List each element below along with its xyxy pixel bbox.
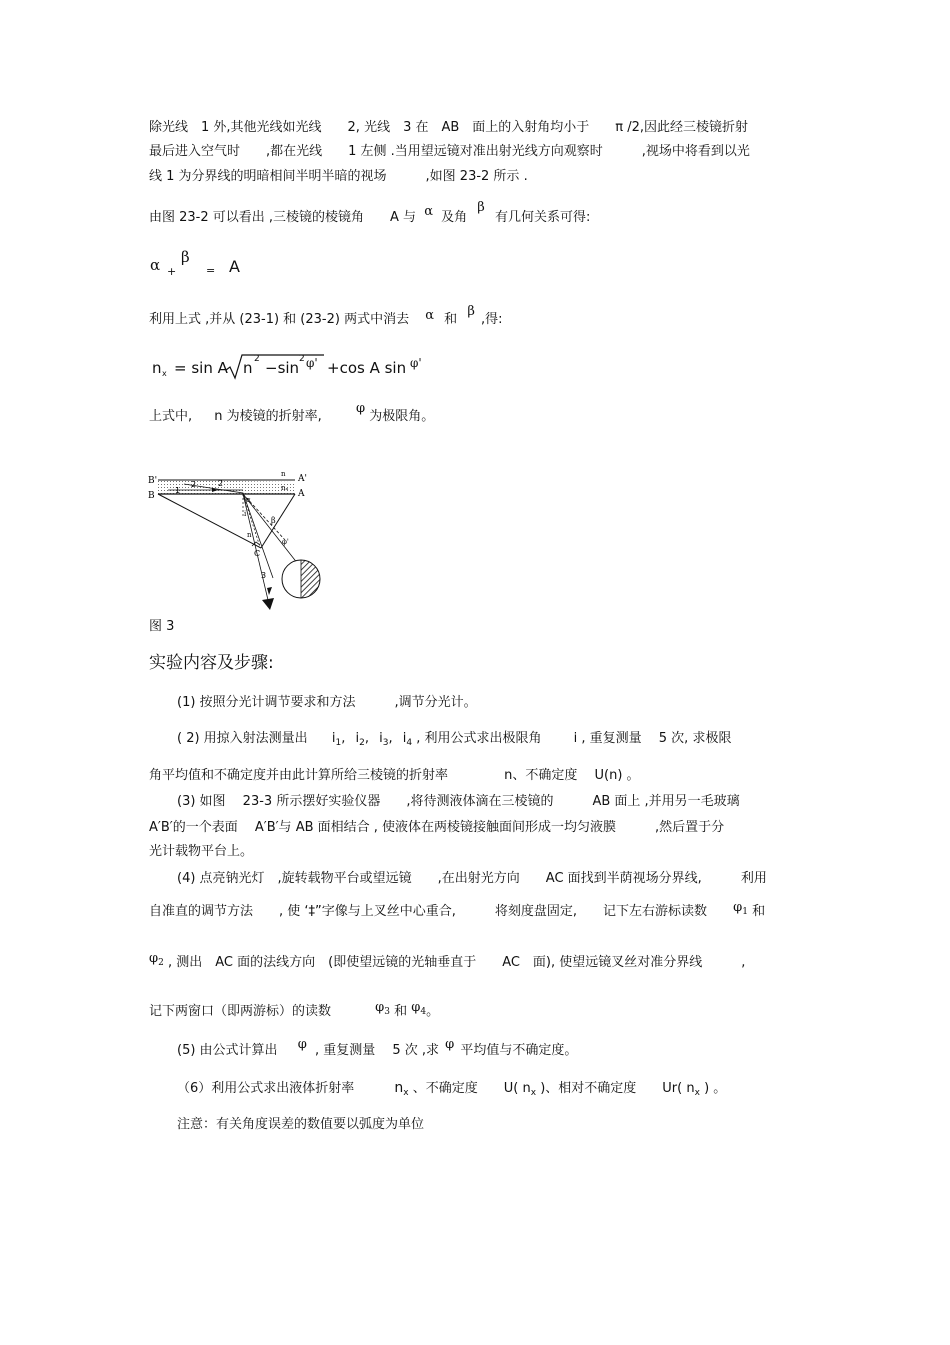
step-2-mid: , 利用公式求出极限角 [416, 731, 542, 746]
eq1-alpha: α [150, 256, 161, 274]
phi-2: $\varphi_2$ [149, 951, 164, 968]
label-ray-3: 3 [261, 571, 267, 580]
eq1-beta: β [181, 248, 190, 266]
para-2-tail: 有几何关系可得: [494, 210, 591, 225]
eyepiece [262, 598, 274, 610]
step-2-line-1: ( 2) 用掠入射法测量出 $i_1$, $i_2$, $i_3$, $i_4$ , 利用公式求出极限角 i , 重复测量 5 次, 求极限 [177, 731, 732, 748]
label-i: i [244, 510, 247, 518]
label-a: A [298, 489, 305, 499]
phi-3: $\varphi_3$ [375, 1000, 390, 1017]
dark-half [301, 560, 321, 598]
step-6 [177, 1081, 726, 1098]
beta-symbol-2: β [467, 304, 475, 319]
eq1-plus: + [167, 265, 177, 278]
para-1-line-1: 除光线 1 外,其他光线如光线 2, 光线 3 在 AB 面上的入射角均小于 π /2,因此经三棱镜折射 [149, 120, 749, 135]
i-3: $i_3$ [379, 731, 389, 748]
step-4-end: 。 [426, 1004, 440, 1019]
eq1-equals: = [206, 264, 216, 277]
phi-6: φ [445, 1037, 455, 1052]
label-phi: φ' [282, 538, 289, 546]
para-3-text: 利用上式 ,并从 (23-1) 和 (23-2) 两式中消去 [149, 312, 410, 327]
para-3-tail: ,得: [480, 312, 503, 327]
label-c: C [254, 549, 261, 558]
para-3-and: 和 [444, 312, 458, 327]
step-5-c: 平均值与不确定度。 [460, 1043, 578, 1058]
label-alpha: α [246, 496, 251, 504]
para-2-text: 由图 23-2 可以看出 ,三棱镜的棱镜角 A 与 [149, 210, 417, 225]
ray-arrow-2 [267, 587, 272, 595]
face-ac [261, 494, 295, 548]
step-4-line-2-text: 自准直的调节方法 , 使 ‘‡”字像与上叉丝中心重合, 将刻度盘固定, 记下左右游标读数 [149, 904, 708, 919]
step-4-line-3-text: , 测出 AC 面的法线方向 (即使望远镜的光轴垂直于 AC 面), 使望远镜叉丝对准分界线 , [167, 955, 746, 970]
step-2-line-2: 角平均值和不确定度并由此计算所给三棱镜的折射率 n、不确定度 U(n) 。 [149, 768, 640, 783]
section-title: 实验内容及步骤: [149, 653, 274, 673]
step-5-a: (5) 由公式计算出 [177, 1043, 278, 1058]
alpha-symbol: α [424, 204, 433, 219]
para-4-head: 上式中, [149, 409, 193, 424]
phi-4: $\varphi_4$ [411, 1000, 427, 1017]
step-3-line-3: 光计载物平台上。 [149, 844, 254, 859]
eq1-a: A [229, 257, 240, 276]
label-beta: β [271, 516, 276, 525]
eq2-phi-2: φ' [410, 356, 422, 370]
step-6-c: )、相对不确定度 Ur( n [540, 1081, 695, 1096]
step-3-line-2: A′B′的一个表面 A′B′与 AB 面相结合 , 使液体在两棱镜接触面间形成一均匀液膜 ,然后置于分 [149, 820, 725, 835]
step-5-b: , 重复测量 5 次 ,求 [314, 1043, 440, 1058]
step-4-line-4 [149, 1000, 440, 1021]
label-nx: nₓ [281, 484, 289, 492]
prism-diagram [148, 468, 333, 610]
label-ray-2: 2 [191, 480, 197, 489]
para-1-line-2: 最后进入空气时 ,都在光线 1 左侧 .当用望远镜对准出射光线方向观察时 ,视场中将看到以光 [149, 144, 750, 159]
step-4-and-2: 和 [394, 1004, 408, 1019]
label-ray-2b: 2 [218, 479, 224, 488]
label-b: B [148, 491, 155, 501]
alpha-symbol-2: α [425, 308, 435, 323]
eq2-sin-exp: 2 [299, 354, 305, 364]
i-4: $i_4$ [402, 731, 413, 748]
i-1: $i_1$ [331, 731, 342, 748]
step-6-sub-x2: x [694, 1088, 700, 1098]
eq2-plus-cos: +cos A sin [327, 359, 407, 377]
step-3-line-1: (3) 如图 23-3 所示摆好实验仪器 ,将待测液体滴在三棱镜的 AB 面上 ,并用另一毛玻璃 [177, 794, 740, 809]
step-2-intro: ( 2) 用掠入射法测量出 [177, 731, 308, 746]
step-6-sub-x1: x [530, 1088, 537, 1098]
note: 注意：有关角度误差的数值要以弧度为单位 [177, 1117, 425, 1132]
eq2-minus-sin: −sin [265, 359, 300, 377]
label-a-prime: A' [298, 474, 307, 484]
para-1-line-3: 线 1 为分界线的明暗相间半明半暗的视场 ,如图 23-2 所示 . [149, 169, 528, 184]
beta-symbol: β [477, 200, 485, 215]
phi-symbol: φ [355, 401, 366, 416]
step-4-line-2 [149, 900, 766, 921]
eq2-phi: φ' [306, 356, 318, 370]
step-1: (1) 按照分光计调节要求和方法 ,调节分光计。 [177, 695, 477, 710]
eq2-lhs-sub: x [162, 369, 167, 378]
eq2-lhs: n [152, 359, 162, 377]
nx-symbol: $n_x$ [394, 1080, 409, 1098]
label-ray-1: 1 [175, 486, 181, 495]
para-4-n: n 为棱镜的折射率, [214, 409, 322, 424]
step-2-tail: , 重复测量 5 次, 求极限 [581, 731, 732, 746]
para-2 [149, 200, 591, 225]
eq2-n: n [243, 359, 253, 377]
label-n-side: n [247, 531, 252, 539]
para-4 [149, 401, 435, 424]
step-6-d: ) 。 [704, 1081, 727, 1096]
i-2: $i_2$ [355, 731, 365, 748]
step-5 [177, 1037, 578, 1058]
para-3 [149, 304, 503, 327]
step-4-and: 和 [752, 904, 766, 919]
eq2-n-exp: 2 [254, 354, 260, 364]
i-limit: i [573, 731, 578, 746]
step-4-line-4-text: 记下两窗口（即两游标）的读数 [149, 1004, 332, 1019]
step-4-line-1: (4) 点亮钠光灯 ,旋转载物平台或望远镜 ,在出射光方向 AC 面找到半荫视场分界线, 利用 [177, 871, 767, 886]
phi-5: φ [297, 1037, 307, 1052]
figure-caption: 图 3 [149, 619, 175, 634]
step-6-b: 、不确定度 U( n [412, 1081, 531, 1096]
eq2-sin-a: = sin A [174, 359, 228, 377]
para-2-and: 及角 [441, 210, 468, 225]
label-n-top: n [281, 470, 286, 478]
step-6-a: （6）利用公式求出液体折射率 [177, 1081, 355, 1096]
phi-1: $\varphi_1$ [733, 900, 749, 917]
step-4-line-3 [149, 951, 746, 972]
para-4-tail: 为极限角。 [369, 409, 435, 424]
label-b-prime: B' [148, 476, 158, 486]
